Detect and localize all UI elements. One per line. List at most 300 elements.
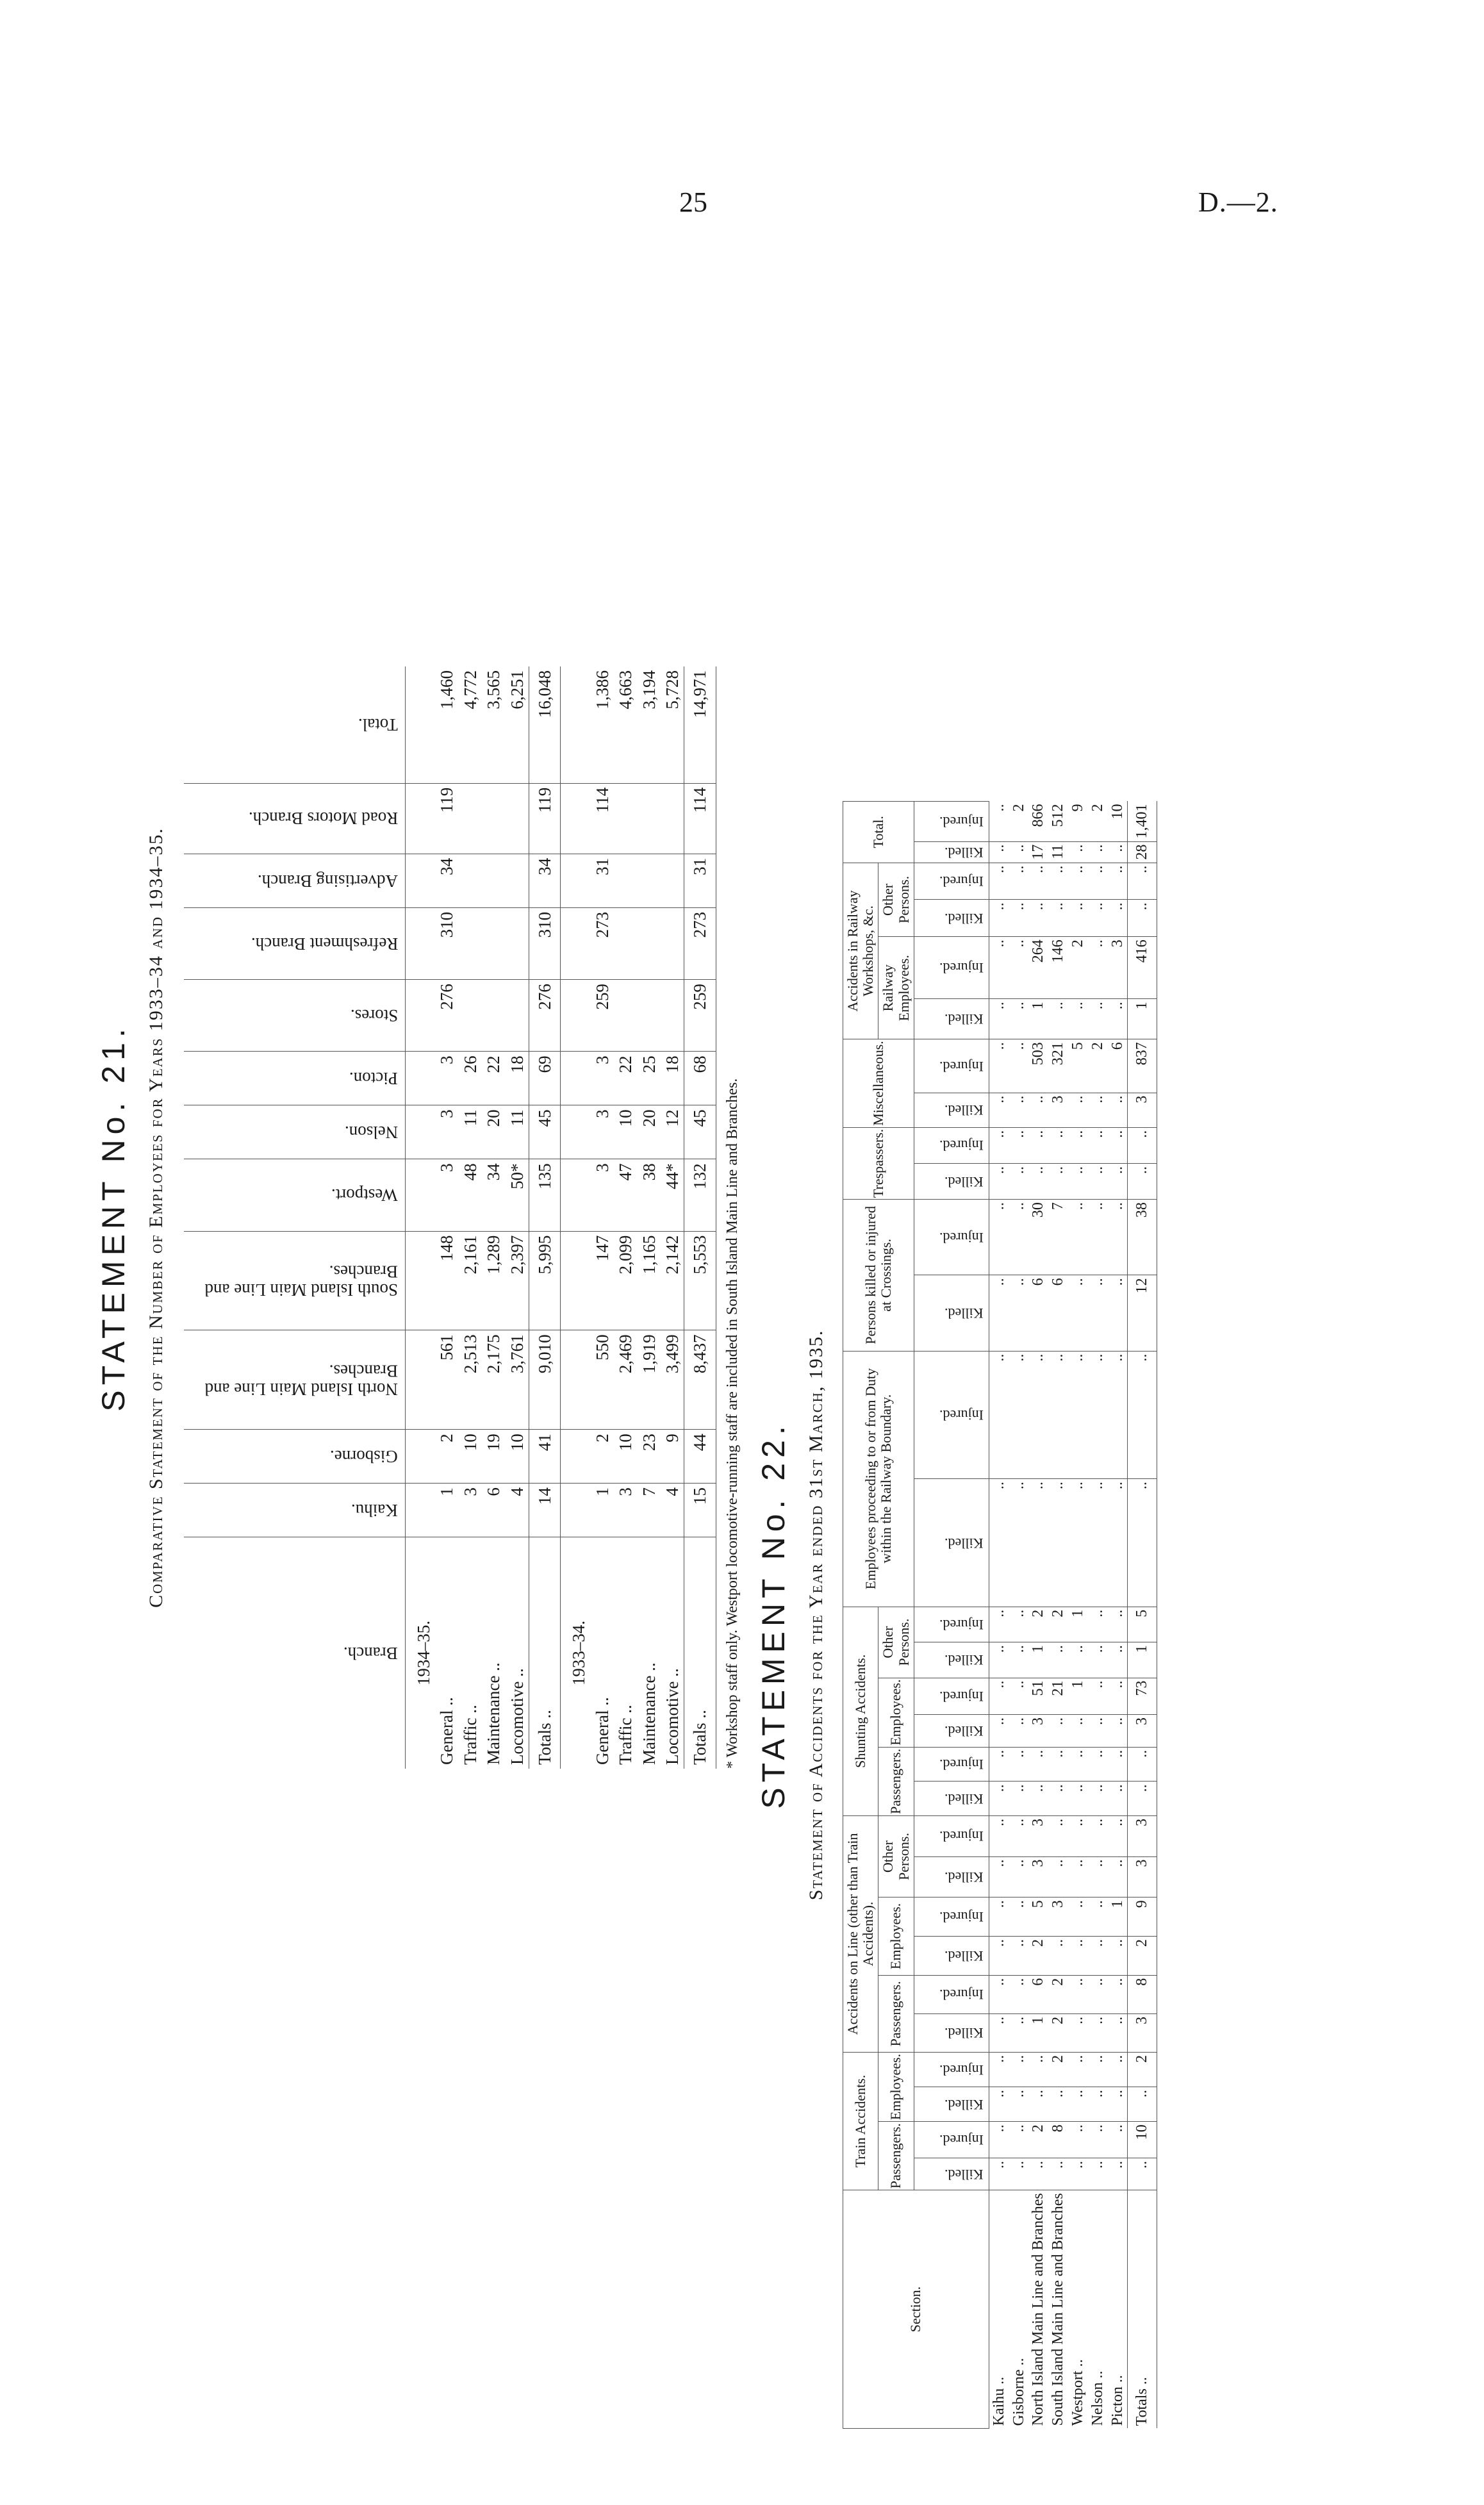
table-cell	[506, 980, 529, 1052]
group-header: Train Accidents.	[843, 2052, 878, 2190]
table-cell: 10	[614, 1105, 637, 1159]
table-cell: ..	[1068, 999, 1088, 1039]
table-cell: ..	[989, 1747, 1009, 1782]
employees-table-header	[184, 666, 406, 1769]
accidents-table-header	[843, 802, 989, 2429]
table-cell: 3	[1028, 1714, 1048, 1747]
table-cell: ..	[1108, 2013, 1128, 2052]
table-cell: ..	[1128, 1747, 1157, 1782]
table-cell: ..	[1068, 1351, 1088, 1479]
column-header-label: Road Motors Branch.	[248, 809, 398, 829]
table-cell: ..	[1009, 2087, 1029, 2122]
killed-header	[914, 1936, 989, 1975]
table-row	[591, 666, 614, 1769]
table-cell: ..	[1068, 1815, 1088, 1856]
table-cell: 28	[1128, 841, 1157, 863]
table-cell: 2	[1048, 2013, 1068, 2052]
table-cell: ..	[1088, 1127, 1108, 1163]
killed-header	[914, 999, 989, 1039]
injured-header	[914, 1200, 989, 1275]
document-reference: D.—2.	[1198, 186, 1278, 218]
table-cell: South Island Main Line and Branches	[1050, 2193, 1067, 2426]
table-cell: ..	[1108, 2087, 1128, 2122]
table-cell	[561, 854, 591, 907]
table-cell: Nelson ..	[1089, 2370, 1106, 2426]
table-cell: ..	[1009, 937, 1029, 999]
table-cell: Westport ..	[1069, 2359, 1086, 2426]
table-cell: 6	[1048, 1275, 1068, 1351]
year-label: 1933–34.	[569, 1620, 589, 1686]
table-cell: 503	[1028, 1039, 1048, 1093]
injured-header	[914, 2052, 989, 2087]
table-cell: 264	[1028, 937, 1048, 999]
table-cell: ..	[989, 2122, 1009, 2158]
table-cell: Traffic ..	[460, 1705, 480, 1765]
table-cell: ..	[1108, 1479, 1128, 1607]
table-cell: ..	[1108, 1275, 1128, 1351]
table-cell	[561, 1231, 591, 1330]
column-header	[184, 1484, 406, 1537]
table-cell: 2	[1128, 1936, 1157, 1975]
table-cell: Totals ..	[1128, 2190, 1157, 2429]
table-cell: ..	[989, 1856, 1009, 1897]
table-cell: ..	[989, 1039, 1009, 1093]
table-cell: 10	[1108, 802, 1128, 842]
killed-label: Killed.	[944, 1011, 984, 1028]
table-cell: ..	[1108, 1856, 1128, 1897]
table-cell: 10	[1128, 2122, 1157, 2158]
table-cell	[406, 980, 436, 1052]
table-cell	[482, 854, 505, 907]
table-cell: ..	[989, 2158, 1009, 2190]
group-header: Accidents in Railway Workshops, &c.	[843, 863, 878, 1039]
table-cell: ..	[1048, 1642, 1068, 1678]
table-cell	[661, 980, 684, 1052]
group-header: Miscellaneous.	[843, 1039, 914, 1128]
table-cell: ..	[1128, 863, 1157, 900]
table-cell: 148	[435, 1231, 458, 1330]
table-cell: ..	[1009, 1678, 1029, 1714]
table-cell: 147	[591, 1231, 614, 1330]
table-cell: 3	[459, 1484, 482, 1537]
table-cell	[638, 907, 661, 979]
table-cell: 1,460	[435, 666, 458, 783]
killed-header	[914, 1642, 989, 1678]
table-cell: ..	[1088, 2122, 1108, 2158]
table-cell: 1	[1028, 2013, 1048, 2052]
column-header	[184, 907, 406, 979]
table-cell: 3,499	[661, 1330, 684, 1430]
table-cell: 1	[1028, 999, 1048, 1039]
injured-label: Injured.	[939, 1407, 984, 1423]
table-cell: ..	[989, 1200, 1009, 1275]
table-cell	[406, 1330, 436, 1430]
injured-header	[914, 1039, 989, 1093]
table-cell: ..	[1009, 1782, 1029, 1816]
table-cell: ..	[1028, 2052, 1048, 2087]
injured-header	[914, 863, 989, 900]
killed-header	[914, 2158, 989, 2190]
table-cell: ..	[1088, 1975, 1108, 2013]
table-cell: 6	[1108, 1039, 1128, 1093]
table-cell: 22	[482, 1052, 505, 1105]
table-cell: 9	[661, 1430, 684, 1484]
killed-label: Killed.	[944, 1102, 984, 1119]
table-cell: 50*	[506, 1159, 529, 1231]
totals-row	[684, 666, 716, 1769]
table-cell: ..	[1009, 1351, 1029, 1479]
accidents-table	[843, 801, 1157, 2429]
table-cell: ..	[1009, 1815, 1029, 1856]
killed-header	[914, 1479, 989, 1607]
table-cell: 4,772	[459, 666, 482, 783]
table-cell: ..	[989, 802, 1009, 842]
table-cell: 44	[684, 1430, 716, 1484]
table-cell: ..	[1068, 1936, 1088, 1975]
killed-header	[914, 1856, 989, 1897]
table-cell: ..	[1088, 1936, 1108, 1975]
table-cell: ..	[1009, 1975, 1029, 2013]
table-cell: ..	[1009, 900, 1029, 937]
table-cell: 259	[684, 980, 716, 1052]
sub-header: Employees.	[878, 1678, 914, 1747]
year-row	[561, 666, 591, 1769]
table-cell: ..	[1108, 1975, 1128, 2013]
killed-label: Killed.	[944, 2096, 984, 2113]
table-cell: 866	[1028, 802, 1048, 842]
table-cell	[561, 1430, 591, 1484]
table-cell: ..	[1068, 1479, 1088, 1607]
table-cell: ..	[1108, 1815, 1128, 1856]
table-cell: ..	[1009, 1897, 1029, 1937]
table-row	[1048, 802, 1068, 2429]
sub-header: Passengers.	[878, 1747, 914, 1815]
table-cell: 119	[435, 783, 458, 854]
table-cell	[506, 783, 529, 854]
column-header-label: Branch.	[343, 1643, 398, 1663]
killed-label: Killed.	[944, 1723, 984, 1739]
page-number: 25	[679, 186, 707, 218]
table-cell: ..	[1108, 1678, 1128, 1714]
group-header: Trespassers.	[843, 1127, 914, 1199]
table-cell: ..	[989, 2013, 1009, 2052]
table-cell: 8,437	[684, 1330, 716, 1430]
injured-header	[914, 937, 989, 999]
table-cell: ..	[1068, 1127, 1088, 1163]
column-header	[184, 1430, 406, 1484]
statement-22	[756, 801, 1157, 2429]
table-cell	[406, 1484, 436, 1537]
killed-label: Killed.	[944, 910, 984, 927]
table-cell: ..	[1048, 1714, 1068, 1747]
table-cell: ..	[1108, 1747, 1128, 1782]
table-cell: 1	[1028, 1642, 1048, 1678]
table-cell: 276	[529, 980, 560, 1052]
table-cell: ..	[1088, 999, 1108, 1039]
table-cell: ..	[1088, 1815, 1108, 1856]
table-cell	[614, 854, 637, 907]
table-row	[989, 802, 1009, 2429]
table-cell: ..	[1088, 1642, 1108, 1678]
injured-header	[914, 1897, 989, 1937]
sub-header: Passengers.	[878, 2122, 914, 2190]
table-cell: ..	[1128, 900, 1157, 937]
table-cell: ..	[1009, 1275, 1029, 1351]
table-cell: 34	[435, 854, 458, 907]
injured-header	[914, 1975, 989, 2013]
injured-label: Injured.	[939, 1137, 984, 1154]
sub-header: Other Persons.	[878, 1607, 914, 1678]
injured-label: Injured.	[939, 1757, 984, 1773]
injured-label: Injured.	[939, 1828, 984, 1845]
table-cell: ..	[1068, 1897, 1088, 1937]
table-cell: ..	[1088, 2052, 1108, 2087]
table-cell: ..	[1088, 1163, 1108, 1199]
table-cell: 4	[506, 1484, 529, 1537]
table-cell: ..	[1128, 1127, 1157, 1163]
table-cell: 5,728	[661, 666, 684, 783]
table-cell: ..	[989, 1897, 1009, 1937]
table-cell: ..	[1088, 900, 1108, 937]
table-cell: 44*	[661, 1159, 684, 1231]
statement-21-footnote: * Workshop staff only. Westport locomotive-running staff are included in South Island Main Line and Branches.	[723, 1078, 741, 1769]
table-cell: Traffic ..	[616, 1705, 636, 1765]
table-cell	[406, 1105, 436, 1159]
table-cell: ..	[1088, 1747, 1108, 1782]
table-cell: ..	[1068, 1714, 1088, 1747]
table-cell: 146	[1048, 937, 1068, 999]
table-cell: 9	[1128, 1897, 1157, 1937]
table-cell: ..	[1009, 2013, 1029, 2052]
table-cell: ..	[1068, 1747, 1088, 1782]
table-cell: 5	[1028, 1897, 1048, 1937]
table-cell: ..	[1028, 1093, 1048, 1127]
table-cell: 2,142	[661, 1231, 684, 1330]
table-cell: 2	[1088, 802, 1108, 842]
table-cell: 3	[435, 1105, 458, 1159]
table-cell: ..	[1028, 1351, 1048, 1479]
table-cell	[614, 783, 637, 854]
table-cell: ..	[1009, 1163, 1029, 1199]
table-cell: 2,161	[459, 1231, 482, 1330]
table-cell: ..	[1088, 841, 1108, 863]
table-cell: 11	[506, 1105, 529, 1159]
injured-header	[914, 802, 989, 842]
table-cell	[482, 980, 505, 1052]
table-cell: 276	[435, 980, 458, 1052]
table-cell: ..	[1009, 1127, 1029, 1163]
table-cell: 2,397	[506, 1231, 529, 1330]
table-cell: 2	[1028, 1607, 1048, 1642]
table-cell: 3	[614, 1484, 637, 1537]
table-cell: 8	[1128, 1975, 1157, 2013]
sub-header: Employees.	[878, 2052, 914, 2121]
table-row	[1009, 802, 1029, 2429]
table-cell: ..	[1068, 1200, 1088, 1275]
table-cell: 135	[529, 1159, 560, 1231]
table-cell: 8	[1048, 2122, 1068, 2158]
table-cell: 10	[614, 1430, 637, 1484]
table-cell: ..	[1108, 1714, 1128, 1747]
table-cell: 259	[591, 980, 614, 1052]
table-cell	[661, 854, 684, 907]
table-cell: ..	[1108, 863, 1128, 900]
table-cell: 12	[661, 1105, 684, 1159]
table-cell: 3	[1028, 1856, 1048, 1897]
killed-header	[914, 841, 989, 863]
table-cell: 3	[1048, 1897, 1068, 1937]
injured-label: Injured.	[939, 1058, 984, 1075]
table-cell: 1	[1068, 1607, 1088, 1642]
table-cell: 1	[591, 1484, 614, 1537]
column-header	[184, 854, 406, 907]
table-cell: ..	[1128, 1351, 1157, 1479]
table-cell: Maintenance ..	[639, 1662, 659, 1765]
table-cell: 26	[459, 1052, 482, 1105]
injured-header	[914, 1607, 989, 1642]
table-cell: ..	[1088, 1200, 1108, 1275]
table-cell: ..	[989, 1678, 1009, 1714]
table-cell: ..	[1048, 1815, 1068, 1856]
table-cell	[661, 907, 684, 979]
table-cell: 2	[1028, 2122, 1048, 2158]
totals-row	[1128, 802, 1157, 2429]
table-cell: ..	[989, 1642, 1009, 1678]
statement-21-subtitle: Comparative Statement of the Number of Employees for Years 1933–34 and 1934–35.	[145, 827, 167, 1608]
injured-header	[914, 1351, 989, 1479]
column-header	[184, 783, 406, 854]
table-cell: ..	[989, 1351, 1009, 1479]
employees-table-body	[406, 666, 716, 1769]
table-cell: ..	[1108, 1127, 1128, 1163]
table-cell: ..	[1068, 2122, 1088, 2158]
table-cell	[506, 907, 529, 979]
table-cell: ..	[1128, 1479, 1157, 1607]
table-cell: 273	[591, 907, 614, 979]
table-cell: ..	[989, 937, 1009, 999]
table-cell: 30	[1028, 1200, 1048, 1275]
table-cell: Maintenance ..	[484, 1662, 504, 1765]
table-cell: ..	[989, 863, 1009, 900]
table-cell	[561, 783, 591, 854]
injured-header	[914, 1815, 989, 1856]
table-cell: ..	[1088, 1607, 1108, 1642]
table-cell: 69	[529, 1052, 560, 1105]
injured-label: Injured.	[939, 1229, 984, 1246]
table-cell: 2	[1028, 1936, 1048, 1975]
table-cell: ..	[1128, 2158, 1157, 2190]
table-cell: 3	[591, 1105, 614, 1159]
table-cell: Locomotive ..	[662, 1668, 682, 1765]
table-cell	[482, 783, 505, 854]
table-cell: ..	[1009, 2122, 1029, 2158]
table-cell: ..	[989, 1479, 1009, 1607]
table-cell	[661, 783, 684, 854]
table-cell: ..	[1088, 1678, 1108, 1714]
table-cell: 3	[591, 1159, 614, 1231]
table-cell: ..	[1009, 1200, 1029, 1275]
injured-label: Injured.	[939, 2062, 984, 2078]
table-cell: 3,194	[638, 666, 661, 783]
statement-22-heading: STATEMENT No. 22.	[755, 1421, 791, 1809]
table-cell: ..	[1068, 2013, 1088, 2052]
table-cell: ..	[989, 2052, 1009, 2087]
table-cell: ..	[1068, 1163, 1088, 1199]
table-cell: 45	[684, 1105, 716, 1159]
table-row	[1028, 802, 1048, 2429]
table-row	[506, 666, 529, 1769]
table-cell: 10	[459, 1430, 482, 1484]
table-cell: ..	[1068, 2158, 1088, 2190]
table-cell: ..	[989, 1607, 1009, 1642]
table-cell: ..	[1048, 1479, 1068, 1607]
table-cell: 2	[1128, 2052, 1157, 2087]
table-cell: ..	[1009, 1607, 1029, 1642]
table-cell: ..	[1048, 1747, 1068, 1782]
year-row	[406, 666, 436, 1769]
table-cell: 5,995	[529, 1231, 560, 1330]
group-header: Shunting Accidents.	[843, 1607, 878, 1815]
table-cell: ..	[989, 1093, 1009, 1127]
table-cell: 550	[591, 1330, 614, 1430]
table-cell: ..	[1048, 863, 1068, 900]
column-header-label: Picton.	[349, 1069, 398, 1089]
table-cell: ..	[1068, 1642, 1088, 1678]
sub-header: Other Persons.	[878, 1815, 914, 1897]
table-cell: 114	[591, 783, 614, 854]
table-cell: North Island Main Line and Branches	[1030, 2193, 1047, 2426]
column-header-label: Refreshment Branch.	[251, 934, 398, 954]
killed-label: Killed.	[944, 2025, 984, 2042]
sub-header: Passengers.	[878, 1975, 914, 2052]
table-cell: 51	[1028, 1678, 1048, 1714]
killed-label: Killed.	[944, 844, 984, 861]
table-cell: ..	[989, 1714, 1009, 1747]
table-cell: 132	[684, 1159, 716, 1231]
column-header-label: Kaihu.	[351, 1500, 398, 1520]
table-cell: 2	[1048, 1607, 1068, 1642]
injured-label: Injured.	[939, 2132, 984, 2149]
table-cell: ..	[1068, 863, 1088, 900]
table-cell: 561	[435, 1330, 458, 1430]
table-cell: ..	[1108, 2158, 1128, 2190]
table-cell: 2,099	[614, 1231, 637, 1330]
table-cell: 21	[1048, 1678, 1068, 1714]
table-cell: 2	[435, 1430, 458, 1484]
table-cell: 1,289	[482, 1231, 505, 1330]
killed-label: Killed.	[944, 1869, 984, 1885]
table-cell: ..	[1048, 1856, 1068, 1897]
table-cell: 3	[1128, 1714, 1157, 1747]
table-cell: 3	[1128, 2013, 1157, 2052]
table-cell: Locomotive ..	[507, 1668, 527, 1765]
table-cell: ..	[1068, 1093, 1088, 1127]
table-cell: ..	[1048, 1163, 1068, 1199]
table-cell	[406, 1231, 436, 1330]
table-cell: 16,048	[529, 666, 560, 783]
table-cell: ..	[1009, 2052, 1029, 2087]
table-cell	[406, 1430, 436, 1484]
table-cell: ..	[989, 1815, 1009, 1856]
table-cell: 45	[529, 1105, 560, 1159]
table-cell: ..	[1009, 1714, 1029, 1747]
table-cell: 19	[482, 1430, 505, 1484]
table-cell: 17	[1028, 841, 1048, 863]
table-cell: ..	[989, 2087, 1009, 2122]
table-cell: 310	[529, 907, 560, 979]
table-cell: 512	[1048, 802, 1068, 842]
table-row	[661, 666, 684, 1769]
